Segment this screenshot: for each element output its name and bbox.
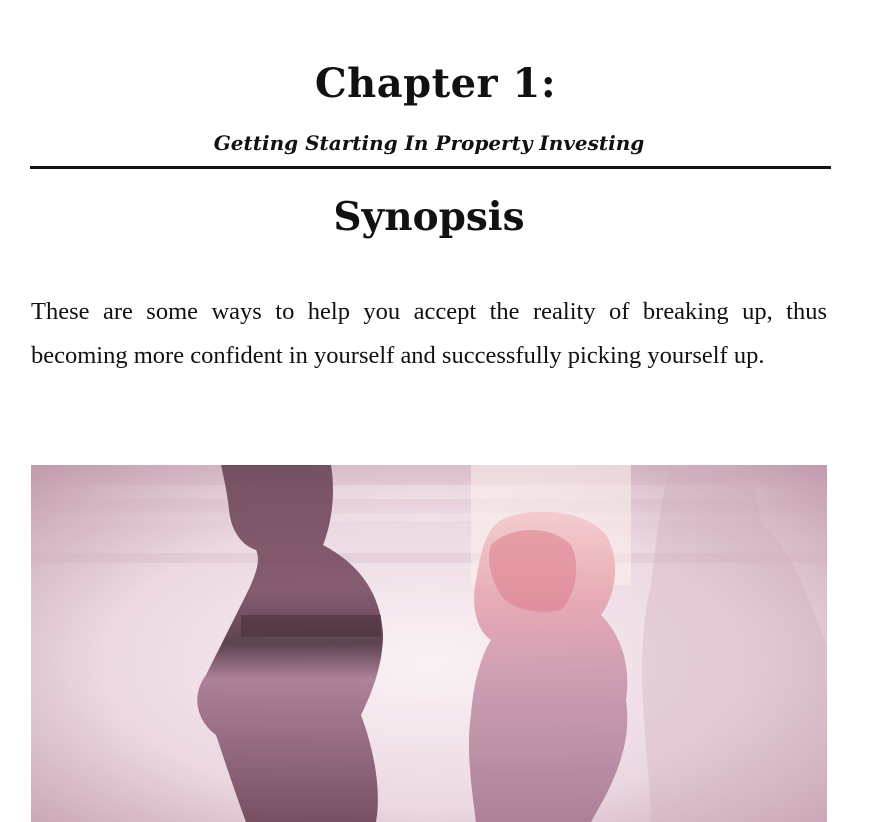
horizontal-divider bbox=[30, 166, 831, 169]
section-title: Synopsis bbox=[333, 194, 525, 240]
chapter-subtitle: Getting Starting In Property Investing bbox=[213, 131, 645, 155]
breakup-photo bbox=[31, 465, 827, 822]
synopsis-paragraph: These are some ways to help you accept the reality of breaking up, thus becoming more confident in yourself and successfully picking yourself up. bbox=[31, 298, 827, 369]
chapter-title: Chapter 1: bbox=[314, 60, 557, 107]
